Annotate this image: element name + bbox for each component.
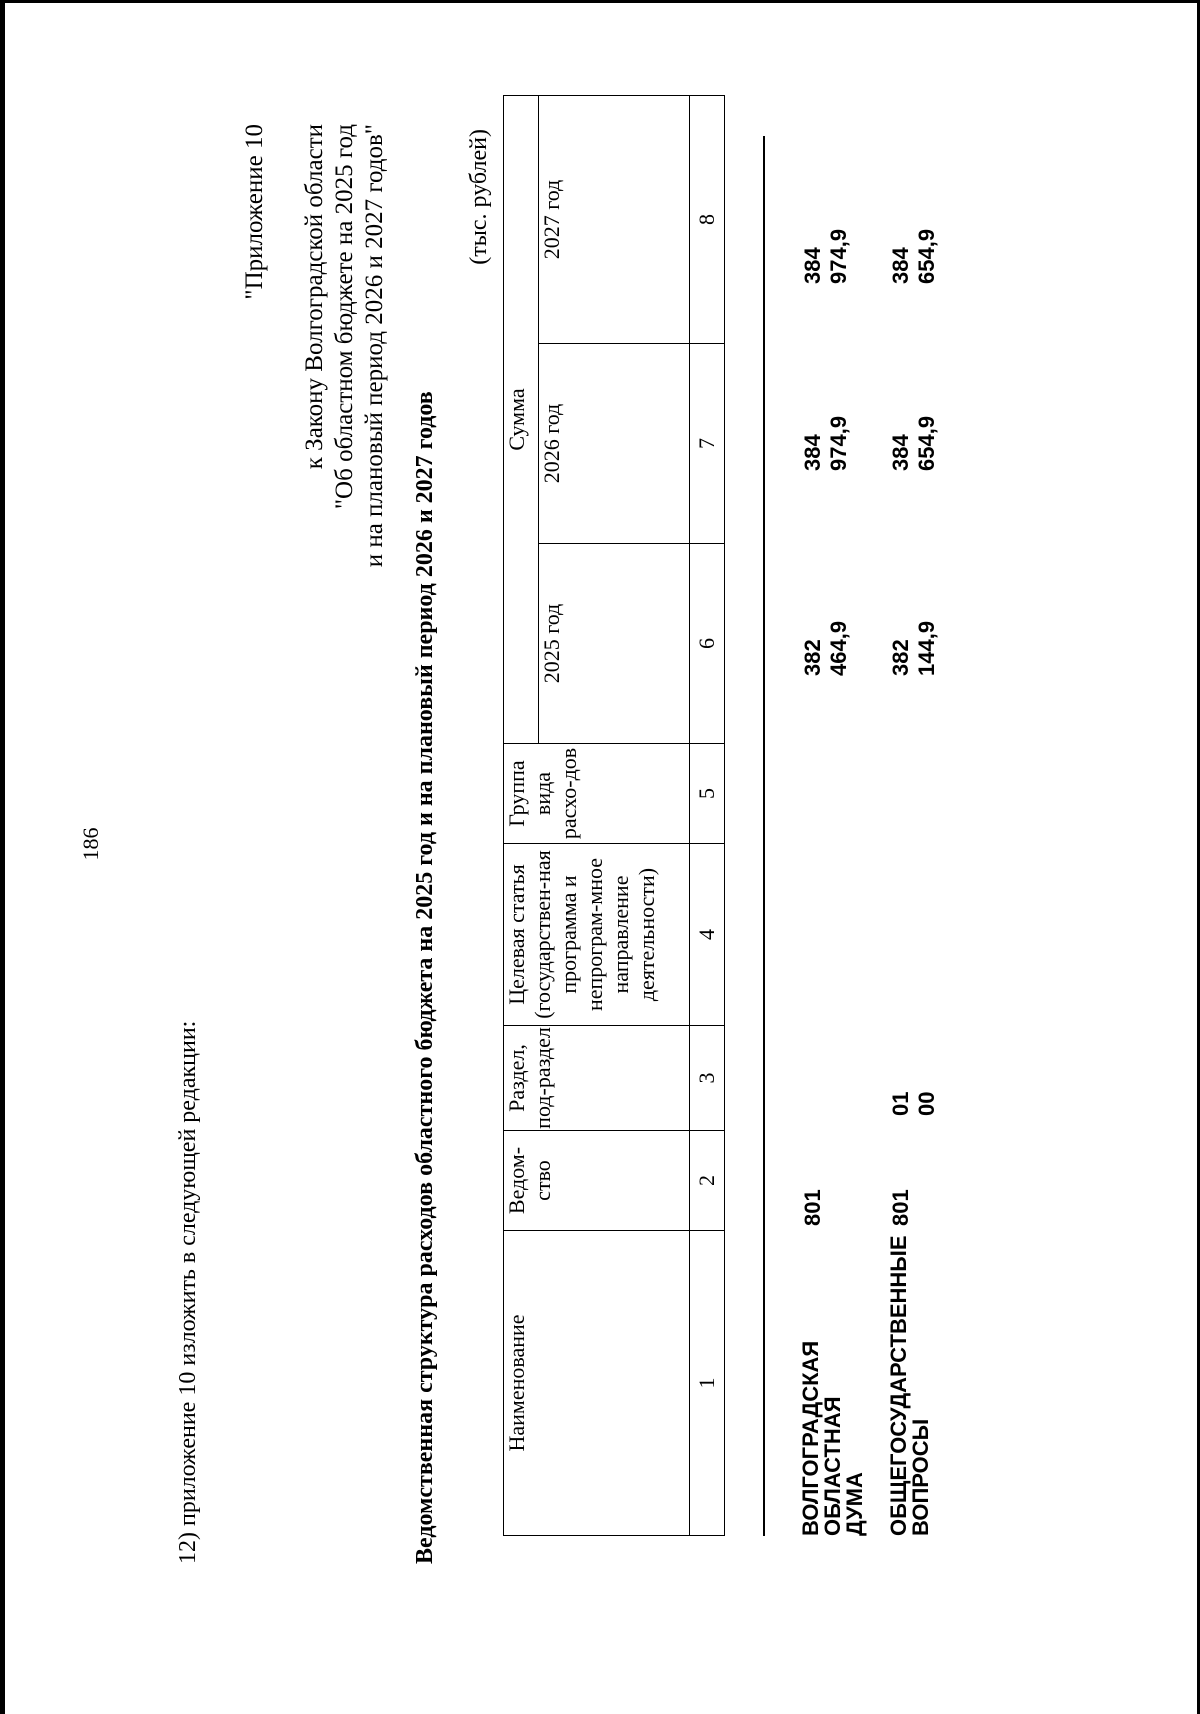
intro-text: 12) приложение 10 изложить в следующей редакции:: [175, 1020, 201, 1564]
row-sum-2026: 384 974,9: [800, 415, 851, 471]
col-number: 1: [690, 1231, 725, 1536]
appendix-line-1: к Закону Волгоградской области: [301, 124, 328, 470]
header-gruppa: Группа вида расхо-дов: [504, 744, 690, 844]
column-numbers-row: [690, 96, 725, 1536]
appendix-line-2: "Об областном бюджете на 2025 год: [331, 124, 358, 510]
col-number: 2: [690, 1131, 725, 1231]
header-celevaya-statya: Целевая статья (государствен-ная программа и непрограм-мное направление деятельности): [504, 844, 690, 1026]
col-number: 4: [690, 844, 725, 1026]
row-sum-2025: 382 144,9: [888, 620, 939, 676]
row-sum-2027: 384 974,9: [800, 228, 851, 284]
col-number: 3: [690, 1026, 725, 1131]
document-title: Ведомственная структура расходов областного бюджета на 2025 год и на плановый период 2026 и 2027 годов: [412, 391, 438, 1564]
col-number: 5: [690, 744, 725, 844]
scan-top-border: [0, 0, 1200, 3]
header-summa: Сумма: [504, 96, 539, 744]
header-2026: 2026 год: [539, 344, 690, 544]
page-number: 186: [78, 827, 103, 861]
header-ved: Ведом-ство: [504, 1131, 690, 1231]
row-name: ОБЩЕГОСУДАРСТВЕННЫЕ ВОПРОСЫ: [886, 1235, 933, 1536]
appendix-title: "Приложение 10: [241, 124, 268, 300]
row-ved: 801: [800, 1189, 825, 1226]
header-name: Наименование: [504, 1231, 690, 1536]
units-label: (тыс. рублей): [466, 129, 492, 265]
row-sum-2027: 384 654,9: [888, 228, 939, 284]
budget-table: [503, 95, 725, 1536]
header-2025: 2025 год: [539, 544, 690, 744]
header-2027: 2027 год: [539, 96, 690, 344]
row-sum-2025: 382 464,9: [800, 620, 851, 676]
col-number: 7: [690, 344, 725, 544]
appendix-line-3: и на плановый период 2026 и 2027 годов": [361, 124, 388, 568]
col-number: 6: [690, 544, 725, 744]
rotated-document-page: [0, 44, 1100, 1644]
col-number: 8: [690, 96, 725, 344]
row-name: ВОЛГОГРАДСКАЯ ОБЛАСТНАЯ ДУМА: [798, 1340, 867, 1536]
row-ved: 801: [888, 1189, 913, 1226]
table-bottom-rule: [763, 136, 765, 1536]
row-sum-2026: 384 654,9: [888, 415, 939, 471]
header-razdel: Раздел, под-раздел: [504, 1026, 690, 1131]
row-razdel: 01 00: [888, 1091, 939, 1116]
